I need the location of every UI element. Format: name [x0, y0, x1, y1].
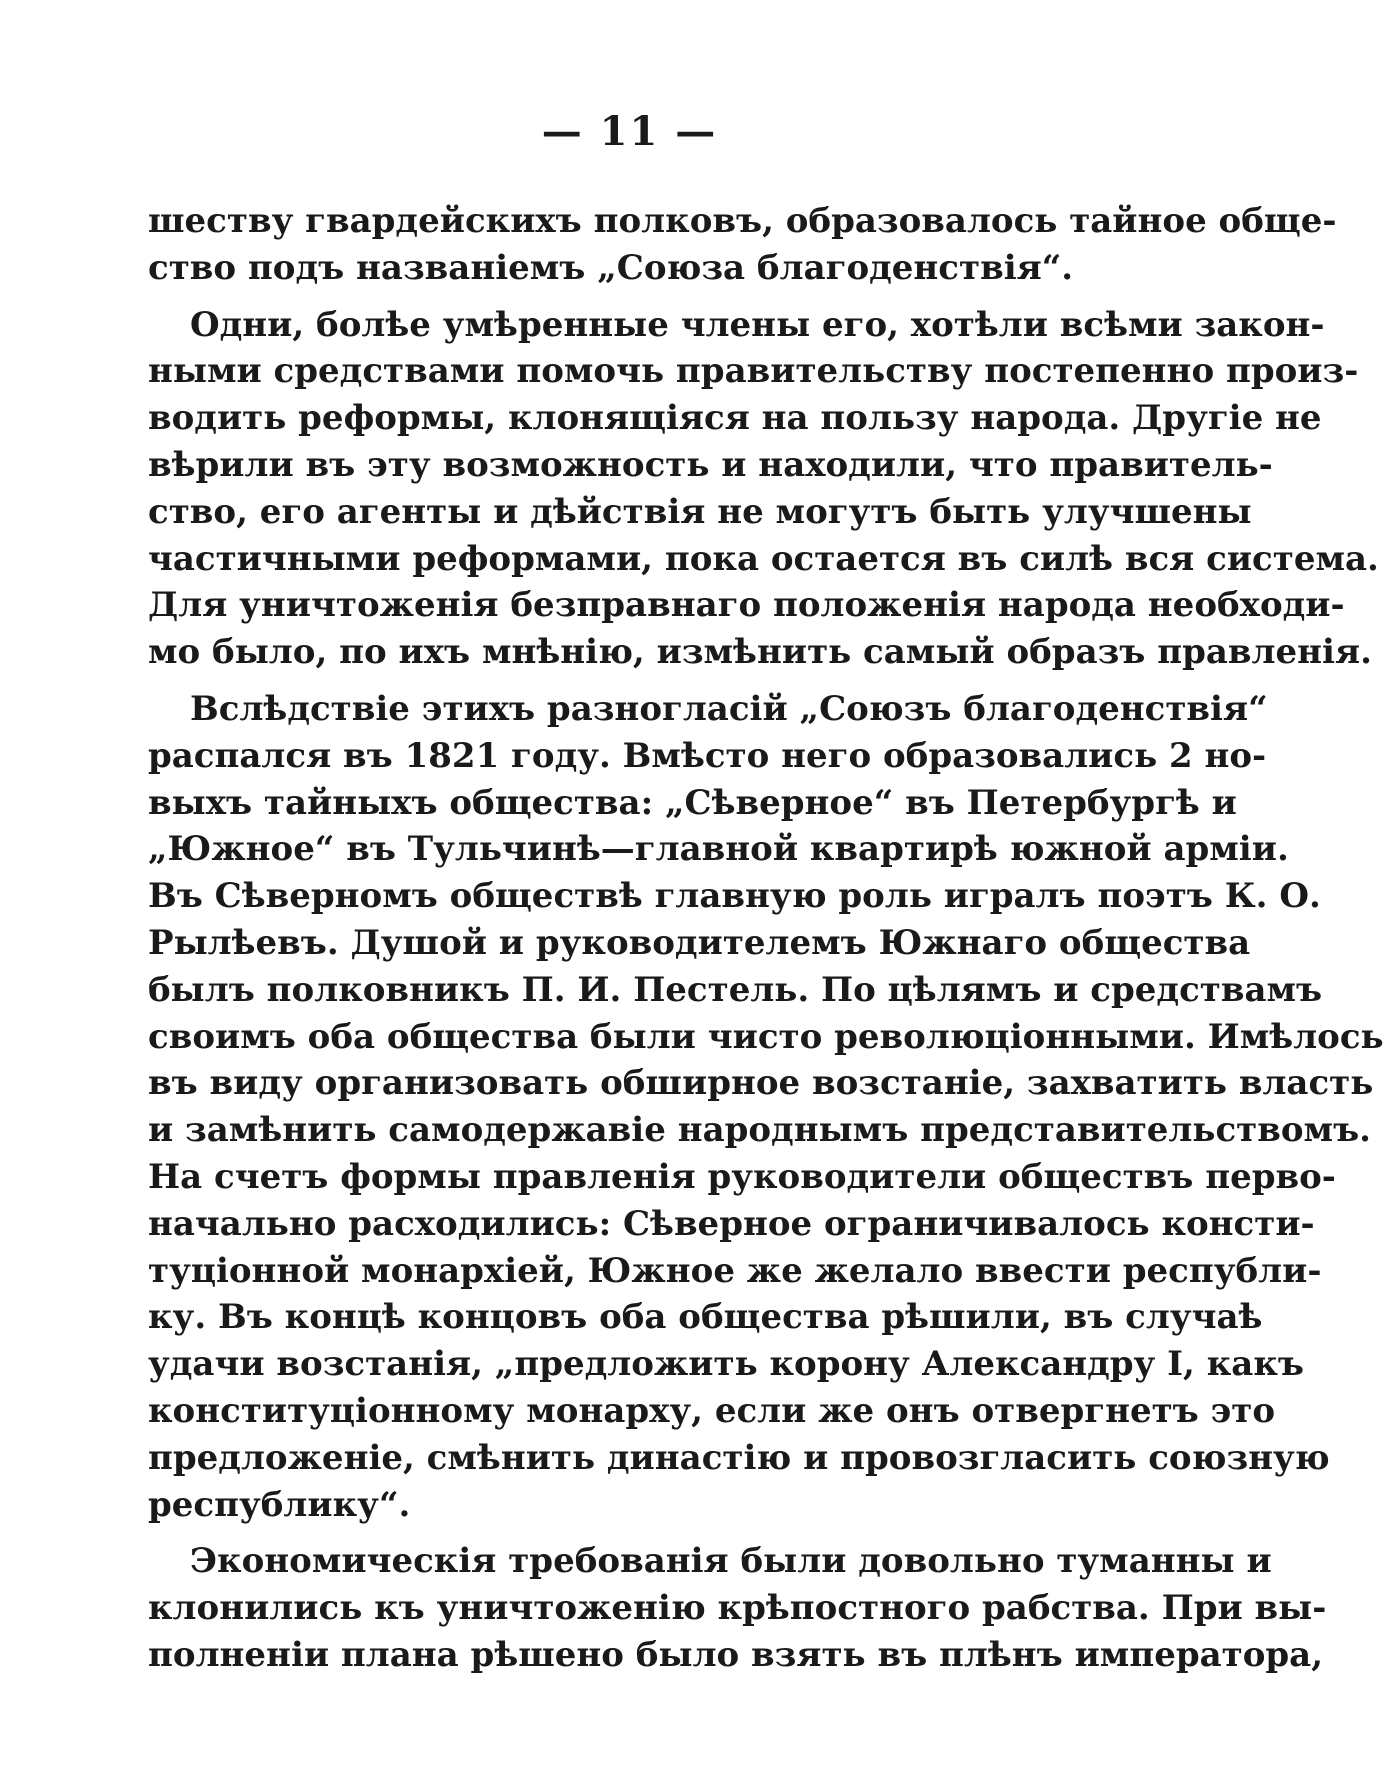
text-line: начально расходились: Сѣверное ограничивалось консти-: [148, 1203, 1315, 1244]
text-line: и замѣнить самодержавіе народнымъ представительствомъ.: [148, 1110, 1372, 1151]
text-line: конституціонному монарху, если же онъ отвергнетъ это: [148, 1390, 1276, 1431]
text-line: Вслѣдствіе этихъ разногласій „Союзъ благоденствія“: [190, 688, 1268, 729]
text-line: Рылѣевъ. Душой и руководителемъ Южнаго общества: [148, 922, 1251, 963]
text-line: водить реформы, клонящіяся на пользу народа. Другіе не: [148, 398, 1322, 439]
text-line: полненіи плана рѣшено было взять въ плѣнъ императора,: [148, 1634, 1324, 1675]
text-line: ство подъ названіемъ „Союза благоденствія“.: [148, 247, 1074, 288]
page-number: — 11 —: [541, 108, 718, 155]
text-line: Экономическія требованія были довольно туманны и: [190, 1541, 1272, 1582]
text-line: былъ полковникъ П. И. Пестель. По цѣлямъ и средствамъ: [148, 969, 1323, 1010]
text-line: ку. Въ концѣ концовъ оба общества рѣшили, въ случаѣ: [148, 1297, 1263, 1338]
text-line: ными средствами помочь правительству постепенно произ-: [148, 351, 1359, 392]
text-line: „Южное“ въ Тульчинѣ—главной квартирѣ южной арміи.: [148, 829, 1289, 870]
text-line: въ виду организовать обширное возстаніе, захватить власть: [148, 1063, 1374, 1104]
body-text: [148, 198, 1384, 1679]
text-line: республику“.: [148, 1484, 411, 1525]
text-line: Въ Сѣверномъ обществѣ главную роль игралъ поэтъ К. О.: [148, 876, 1321, 917]
text-line: шеству гвардейскихъ полковъ, образовалось тайное обще-: [148, 201, 1337, 241]
text-line: удачи возстанія, „предложить корону Александру I, какъ: [148, 1344, 1304, 1385]
text-line: выхъ тайныхъ общества: „Сѣверное“ въ Петербургѣ и: [148, 782, 1237, 823]
text-line: мо было, по ихъ мнѣнію, измѣнить самый образъ правленія.: [148, 632, 1372, 673]
text-line: распался въ 1821 году. Вмѣсто него образовались 2 но-: [148, 735, 1267, 776]
text-line: вѣрили въ эту возможность и находили, что правитель-: [148, 444, 1273, 485]
text-line: ство, его агенты и дѣйствія не могутъ быть улучшены: [148, 491, 1252, 532]
text-line: туціонной монархіей, Южное же желало ввести республи-: [148, 1250, 1322, 1291]
text-line: Для уничтоженія безправнаго положенія народа необходи-: [148, 585, 1345, 626]
text-line: На счетъ формы правленія руководители обществъ перво-: [148, 1156, 1336, 1197]
text-line: клонились къ уничтоженію крѣпостного рабства. При вы-: [148, 1588, 1327, 1629]
text-line: Одни, болѣе умѣренные члены его, хотѣли всѣми закон-: [190, 304, 1325, 345]
text-line: своимъ оба общества были чисто революціонными. Имѣлось: [148, 1016, 1384, 1057]
text-line: предложеніе, смѣнить династію и провозгласить союзную: [148, 1437, 1330, 1478]
text-line: частичными реформами, пока остается въ силѣ вся система.: [148, 538, 1379, 579]
